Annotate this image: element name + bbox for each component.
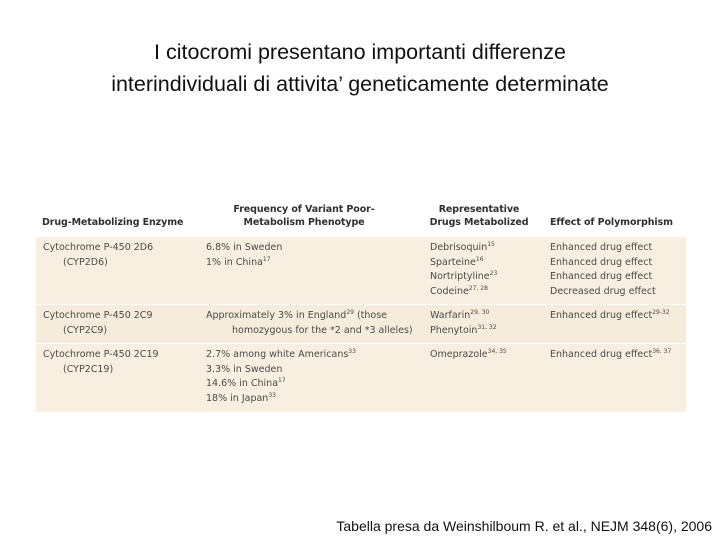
frequency-line: 18% in Japan$^{33}$ [206,391,276,404]
header-drugs-line-1: Representative [438,204,520,215]
enzyme-name: Cytochrome P-450 2C19 [43,349,159,360]
reference-number: 29, 30 [470,309,490,316]
header-frequency [224,203,384,229]
reference-number: 34, 35 [487,348,507,355]
reference-number: 29 [346,309,354,316]
enzyme-abbrev: (CYP2D6) [63,256,108,268]
title-line-2: interindividuali di attivita’ geneticamente determinate [111,72,609,96]
effect-line: Enhanced drug effect [550,242,653,253]
reference-number: 33 [348,348,356,355]
slide-title [0,36,720,100]
enzyme-name: Cytochrome P-450 2D6 [43,242,154,253]
enzyme-cell [43,309,153,338]
drugs-cell [430,241,497,299]
header-frequency-line-2: Metabolism Phenotype [243,217,365,228]
effect-cell [550,309,670,324]
reference-number: 31, 32 [477,323,497,331]
reference-number: 23 [489,270,498,277]
effect-cell [550,348,671,363]
drug-line: Nortriptyline$^{23}$ [430,270,498,282]
drugs-cell [430,309,497,338]
reference-number: 17 [262,255,271,263]
frequency-cell [206,309,413,338]
reference-number: 33 [268,391,276,399]
polymorphism-table [36,192,686,412]
table-row [36,343,686,412]
enzyme-cell [43,348,159,377]
drugs-cell [430,348,507,363]
drug-line: Codeine$^{27, 28}$ [430,284,488,297]
title-line-1: I citocromi presentano importanti differenze [154,40,566,64]
frequency-line: 3.3% in Sweden [206,363,283,375]
reference-number: 16 [475,255,484,263]
reference-number: 17 [278,377,286,384]
frequency-line: 1% in China$^{17}$ [206,255,271,268]
frequency-line: 14.6% in China$^{17}$ [206,377,286,389]
drug-line: Debrisoquin$^{15}$ [430,241,495,253]
drug-line: Sparteine$^{16}$ [430,255,484,268]
reference-number: 27, 28 [468,284,488,292]
frequency-line: 6.8% in Sweden [206,242,283,253]
header-enzyme: Drug-Metabolizing Enzyme [42,217,184,228]
reference-number: 29-32 [652,309,670,316]
reference-number: 36, 37 [652,348,672,355]
header-drugs [424,203,534,229]
enzyme-cell [43,241,153,270]
effect-line: Enhanced drug effect$^{36, 37}$ [550,348,672,360]
reference-number: 15 [487,241,495,248]
enzyme-name: Cytochrome P-450 2C9 [43,310,153,321]
table-header [36,192,686,236]
enzyme-abbrev: (CYP2C9) [63,324,108,336]
frequency-line: 2.7% among white Americans$^{33}$ [206,348,356,360]
frequency-line: Approximately 3% in England$^{29}$ (those [206,309,388,321]
effect-line: Enhanced drug effect [550,256,653,268]
frequency-cell [206,348,356,406]
table-row [36,304,686,343]
source-caption: Tabella presa da Weinshilboum R. et al., NEJM 348(6), 2006 [336,518,712,534]
drug-line: Warfarin$^{29, 30}$ [430,309,490,321]
effect-line: Decreased drug effect [550,285,656,297]
frequency-line: homozygous for the *2 and *3 alleles) [232,324,413,336]
effect-cell [550,241,656,299]
drug-line: Omeprazole$^{34, 35}$ [430,348,507,360]
enzyme-abbrev: (CYP2C19) [63,363,114,375]
frequency-cell [206,241,282,270]
header-effect: Effect of Polymorphism [550,217,673,228]
drug-line: Phenytoin$^{31, 32}$ [430,323,497,336]
table-row [36,236,686,304]
effect-line: Enhanced drug effect [550,271,653,282]
header-drugs-line-2: Drugs Metabolized [429,217,529,228]
header-frequency-line-1: Frequency of Variant Poor- [233,204,375,215]
effect-line: Enhanced drug effect$^{29-32}$ [550,309,670,321]
